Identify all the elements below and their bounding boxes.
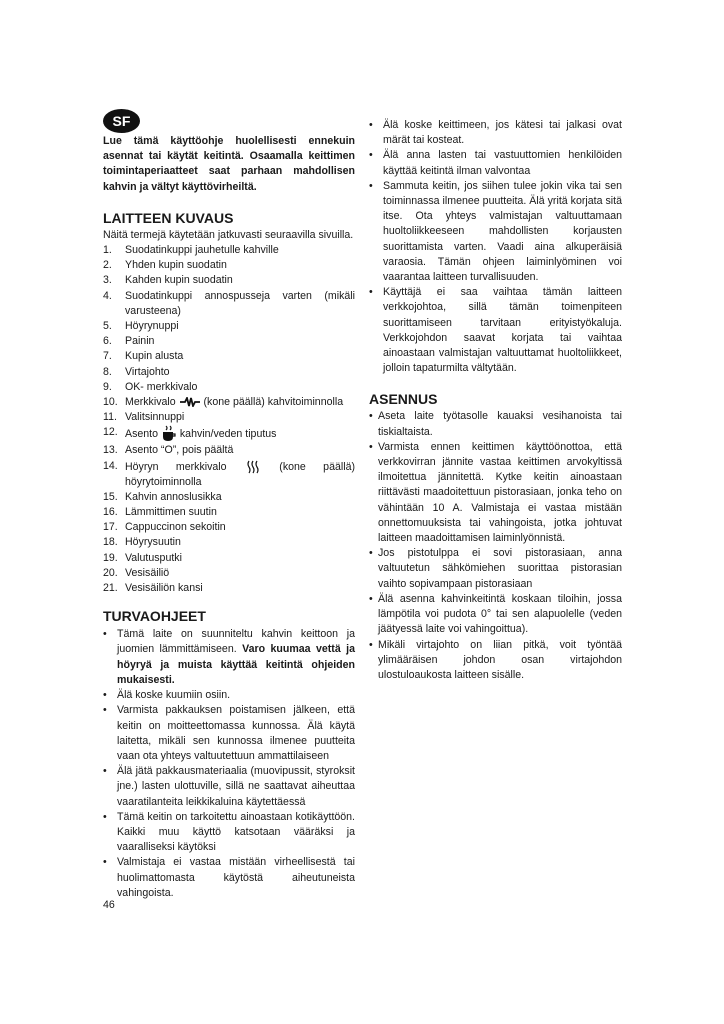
list-item: • Tämä laite on suunniteltu kahvin keittoon ja juomien lämmittämiseen. Varo kuumaa vettä ja höyryä ja muista käyttää keitintä ohjeiden mukaisesti. [103,628,355,686]
list-item: 11. Valitsinnuppi [103,411,185,424]
list-item: • Valmistaja ei vastaa mistään virheellisestä tai huolimattomasta käytöstä aiheutuneista vahingoista. [103,856,355,899]
parts-list [103,243,355,596]
list-item: 1. Suodatinkuppi jauhetulle kahville [103,244,279,257]
list-item: 4. Suodatinkuppi annospusseja varten (mikäli varusteena) [103,289,355,317]
list-item: • Älä asenna kahvinkeitintä koskaan tiloihin, jossa lämpötila voi pudota 0° tai sen alapuolelle (veden jäätyessä laite voi vahingoittua). [369,592,622,636]
list-item: 18. Höyrysuutin [103,536,181,549]
list-item: • Tämä keitin on tarkoitettu ainoastaan kotikäyttöön. Kaikki muu käyttö katsotaan vääräksi ja vaaralliseksi käytöksi [103,810,355,854]
list-item: • Mikäli virtajohto on liian pitkä, voit työntää ylimääräisen johdon osan virtajohdon ulostuloaukosta laitteen sisälle. [369,638,622,681]
section-title-safety: TURVAOHJEET [103,608,206,625]
list-item: 13. Asento “O”, pois päältä [103,444,234,457]
list-item: 19. Valutusputki [103,551,182,564]
safety-list-continued [369,118,622,376]
list-item: • Aseta laite työtasolle kauaksi vesihanoista tai tiskialtaista. [369,410,622,438]
coffee-indicator-icon [179,397,201,407]
list-item: 14. Höyryn merkkivalo (kone päällä) höyrytoiminnolla [103,459,355,488]
right-column [369,118,622,683]
section-title-install: ASENNUS [369,391,438,408]
list-item: 3. Kahden kupin suodatin [103,274,233,287]
steam-icon [244,459,262,475]
install-list [369,409,622,683]
list-item: 16. Lämmittimen suutin [103,506,217,519]
section-title-description: LAITTEEN KUVAUS [103,209,234,226]
language-badge: SF [103,109,140,133]
list-item: 20. Vesisäiliö [103,566,170,579]
list-item: • Varmista pakkauksen poistamisen jälkeen, että keitin on moitteettomassa kunnossa. Älä käytä laitetta, mikäli sen kunnossa ilmenee puutteita vaan ota yhteys valtuutettuun ammattilaiseen [103,704,355,762]
list-item: 6. Painin [103,335,155,348]
list-item: 2. Yhden kupin suodatin [103,259,227,272]
list-item: • Älä koske kuumiin osiin. [103,689,231,702]
list-item: 15. Kahvin annoslusikka [103,490,222,503]
list-item: • Älä anna lasten tai vastuuttomien henkilöiden käyttää keitintä ilman valvontaa [369,149,622,177]
safety-list [103,627,355,901]
left-column [103,134,355,901]
list-item: 17. Cappuccinon sekoitin [103,521,226,534]
list-item: • Sammuta keitin, jos siihen tulee jokin vika tai sen toiminnassa ilmenee puutteita. Älä yritä korjata sitä itse. Ota yhteys valmistajan valtuuttamaan huoltoliikkeeseen mahdollisten korjausten suorittamista varten. Vaadi aina alkuperäisiä varaosia. Tämän ohjeen laiminlyöminen voi vaarantaa laitteen turvallisuuden. [369,179,622,284]
list-item: 9. OK- merkkivalo [103,380,198,393]
coffee-cup-icon [161,425,177,443]
list-item: 21. Vesisäiliön kansi [103,582,203,595]
list-item: 7. Kupin alusta [103,350,184,363]
list-item: • Älä jätä pakkausmateriaalia (muovipussit, styroksit jne.) lasten ulottuville, sillä ne saattavat aiheuttaa vaaratilanteita leikkikaluina käytettäessä [103,765,355,808]
list-item: 8. Virtajohto [103,365,170,378]
list-item: 10. Merkkivalo (kone päällä) kahvitoiminnolla [103,396,344,409]
intro-text: Lue tämä käyttöohje huolellisesti ennekuin asennat tai käytät keitintä. Osaamalla keittimen toimintaperiaatteet saat parhaan mahdollisen kahvin ja vältyt käyttövirheiltä. [103,135,355,193]
list-item: 12. Asento kahvin/veden tiputus [103,425,355,443]
list-item: • Älä koske keittimeen, jos kätesi tai jalkasi ovat märät tai kosteat. [369,119,622,147]
list-item: 5. Höyrynuppi [103,320,179,333]
list-item: • Käyttäjä ei saa vaihtaa tämän laitteen verkkojohtoa, sillä tämän toimenpiteen suorittamiseen tarvitaan erityistyökaluja. Verkkojohdon saavat korjata tai vaihtaa ainoastaan valmistajan valtuuttamat huoltoliikkeet, jolloin tapaturmilta vältytään. [369,286,622,375]
list-item: • Varmista ennen keittimen käyttöönottoa, että verkkovirran jännite vastaa keittimen arvokyltissä ilmoitettua jännitettä. Kytke keitin ainoastaan riittävästi maadoitettuun pistorasiaan, jonka teho on vähintään 10 A. Valmistaja ei vastaa mistään onnettomuuksista tai vahingoista, jotka johtuvat laitteen maadoittamisen laiminlyönnistä. [369,440,622,545]
page-number: 46 [103,899,115,911]
description-lead: Näitä termejä käytetään jatkuvasti seuraavilla sivuilla. [103,228,354,241]
list-item: • Jos pistotulppa ei sovi pistorasiaan, anna valtuutetun sähkömiehen suorittaa pistorasian vaihto sopivampaan pistorasiaan [369,547,622,590]
